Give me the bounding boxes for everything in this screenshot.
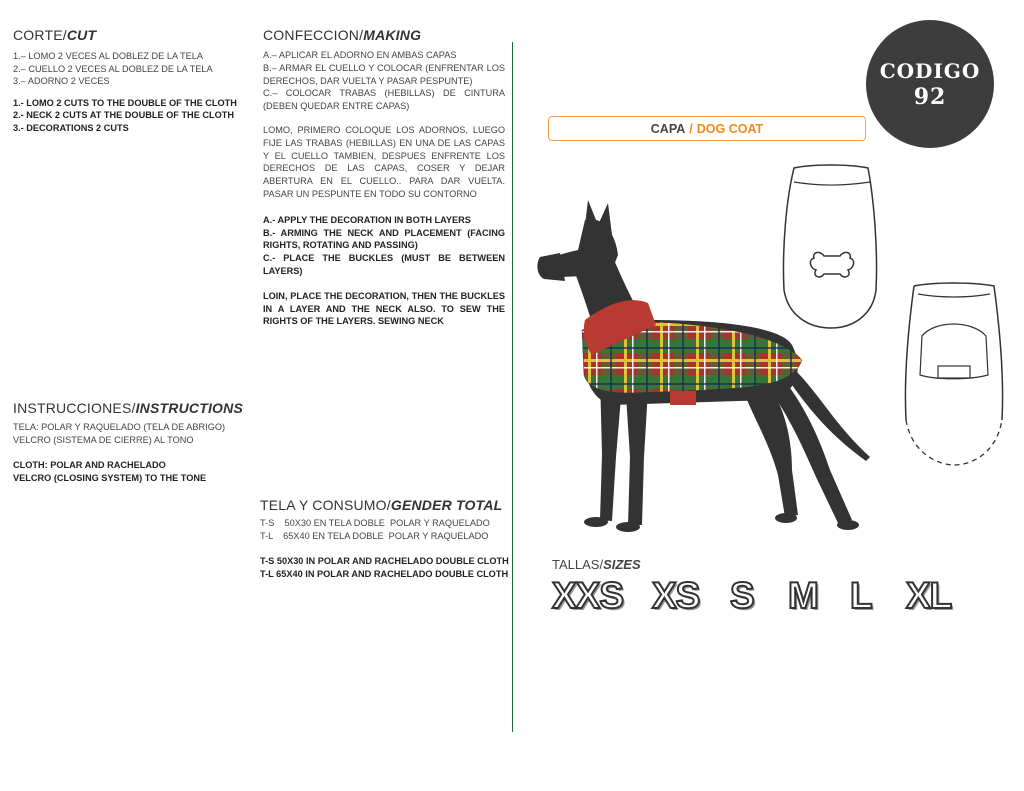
- confeccion-en-steps: [263, 214, 505, 278]
- confeccion-en-paragraph: LOIN, PLACE THE DECORATION, THEN THE BUCKLES IN A LAYER AND THE NECK ALSO. TO SEW THE RIGHTS OF THE LAYERS. SEWING NECK: [263, 290, 505, 327]
- instrucciones-en-line: VELCRO (CLOSING SYSTEM) TO THE TONE: [13, 472, 207, 483]
- instrucciones-en-line: CLOTH: POLAR AND RACHELADO: [13, 460, 166, 471]
- corte-title: CORTE/CUT: [13, 27, 97, 43]
- pattern-dashed-edge: [906, 420, 1002, 465]
- confeccion-en-step: B.- ARMING THE NECK AND PLACEMENT (FACING RIGHTS, ROTATING AND PASSING): [263, 227, 505, 251]
- corte-en-list: [13, 97, 237, 135]
- codigo-label: CODIGO: [879, 59, 981, 83]
- product-slash: /: [689, 121, 693, 136]
- pattern-strap: [938, 366, 970, 378]
- pattern-back-piece: [778, 160, 884, 332]
- sizes-title: TALLAS/SIZES: [552, 557, 641, 572]
- instrucciones-title: INSTRUCCIONES/INSTRUCTIONS: [13, 400, 243, 416]
- product-name-en: DOG COAT: [696, 121, 764, 136]
- consumo-es-line: T-S 50X30 EN TELA DOBLE POLAR Y RAQUELADO: [260, 518, 490, 528]
- corte-es-list: [13, 50, 237, 88]
- size-s: S: [730, 575, 754, 616]
- consumo-es-line: T-L 65X40 EN TELA DOBLE POLAR Y RAQUELADO: [260, 530, 489, 541]
- consumo-es-list: [260, 517, 509, 542]
- corte-es-line: 2.– CUELLO 2 VECES AL DOBLEZ DE LA TELA: [13, 63, 213, 74]
- corte-en-line: 3.- DECORATIONS 2 CUTS: [13, 122, 129, 133]
- confeccion-es-steps: [263, 49, 505, 113]
- confeccion-section: [263, 27, 505, 328]
- corte-en-line: 1.- LOMO 2 CUTS TO THE DOUBLE OF THE CLOTH: [13, 97, 237, 108]
- confeccion-en-step: A.- APPLY THE DECORATION IN BOTH LAYERS: [263, 214, 471, 225]
- pattern-neck-piece: [900, 280, 1008, 470]
- instrucciones-section: [13, 400, 243, 484]
- confeccion-en-step: C.- PLACE THE BUCKLES (MUST BE BETWEEN LAYERS): [263, 253, 505, 276]
- bone-icon: [810, 252, 853, 277]
- confeccion-es-step: C.– COLOCAR TRABAS (HEBILLAS) DE CINTURA (DEBEN QUEDAR ENTRE CAPAS): [263, 88, 505, 112]
- codigo-badge: [866, 20, 994, 148]
- dog-ear: [585, 200, 598, 225]
- instrucciones-es-line: VELCRO (SISTEMA DE CIERRE) AL TONO: [13, 434, 194, 445]
- consumo-section: [260, 497, 509, 580]
- corte-es-line: 3.– ADORNO 2 VECES: [13, 76, 110, 87]
- size-xs: XS: [652, 575, 700, 616]
- dog-coat-strap: [670, 391, 696, 405]
- corte-en-line: 2.- NECK 2 CUTS AT THE DOUBLE OF THE CLOTH: [13, 110, 235, 121]
- column-divider: [512, 42, 513, 732]
- size-xxs: XXS: [552, 575, 624, 616]
- size-xl: XL: [906, 575, 952, 616]
- confeccion-es-paragraph: LOMO, PRIMERO COLOQUE LOS ADORNOS, LUEGO FIJE LAS TRABAS (HEBILLAS) EN UNA DE LAS CAPAS Y EL CUELLO TAMBIEN, DESPUES ENFRENTE LOS DERECHOS DE LAS CAPAS, COSER Y DEJAR ABERTURA EN EL CUELLO.. PARA DAR VUELTA. PASAR UN PESPUNTE EN TODO SU CONTORNO: [263, 124, 505, 199]
- consumo-en-line: T-S 50X30 IN POLAR AND RACHELADO DOUBLE CLOTH: [260, 556, 509, 567]
- pattern-back-outline: [783, 165, 876, 328]
- instrucciones-en-list: [13, 459, 243, 484]
- corte-es-line: 1.– LOMO 2 VECES AL DOBLEZ DE LA TELA: [13, 51, 203, 61]
- confeccion-es-step: B.– ARMAR EL CUELLO Y COLOCAR (ENFRENTAR LOS DERECHOS, DAR VUELTA Y PASAR PESPUNTE): [263, 62, 505, 86]
- product-title-box: [548, 116, 866, 141]
- instrucciones-es-list: [13, 421, 243, 446]
- size-l: L: [850, 575, 872, 616]
- consumo-en-line: T-L 65X40 IN POLAR AND RACHELADO DOUBLE CLOTH: [260, 568, 509, 579]
- instrucciones-es-line: TELA: POLAR Y RAQUELADO (TELA DE ABRIGO): [13, 422, 226, 432]
- corte-section: [13, 27, 237, 135]
- consumo-en-list: [260, 555, 509, 580]
- size-m: M: [788, 575, 818, 616]
- consumo-title: TELA Y CONSUMO/GENDER TOTAL: [260, 497, 503, 513]
- confeccion-title: CONFECCION/MAKING: [263, 27, 422, 43]
- codigo-number: 92: [913, 84, 947, 110]
- product-name-es: CAPA: [650, 121, 686, 136]
- confeccion-es-step: A.– APLICAR EL ADORNO EN AMBAS CAPAS: [263, 50, 457, 60]
